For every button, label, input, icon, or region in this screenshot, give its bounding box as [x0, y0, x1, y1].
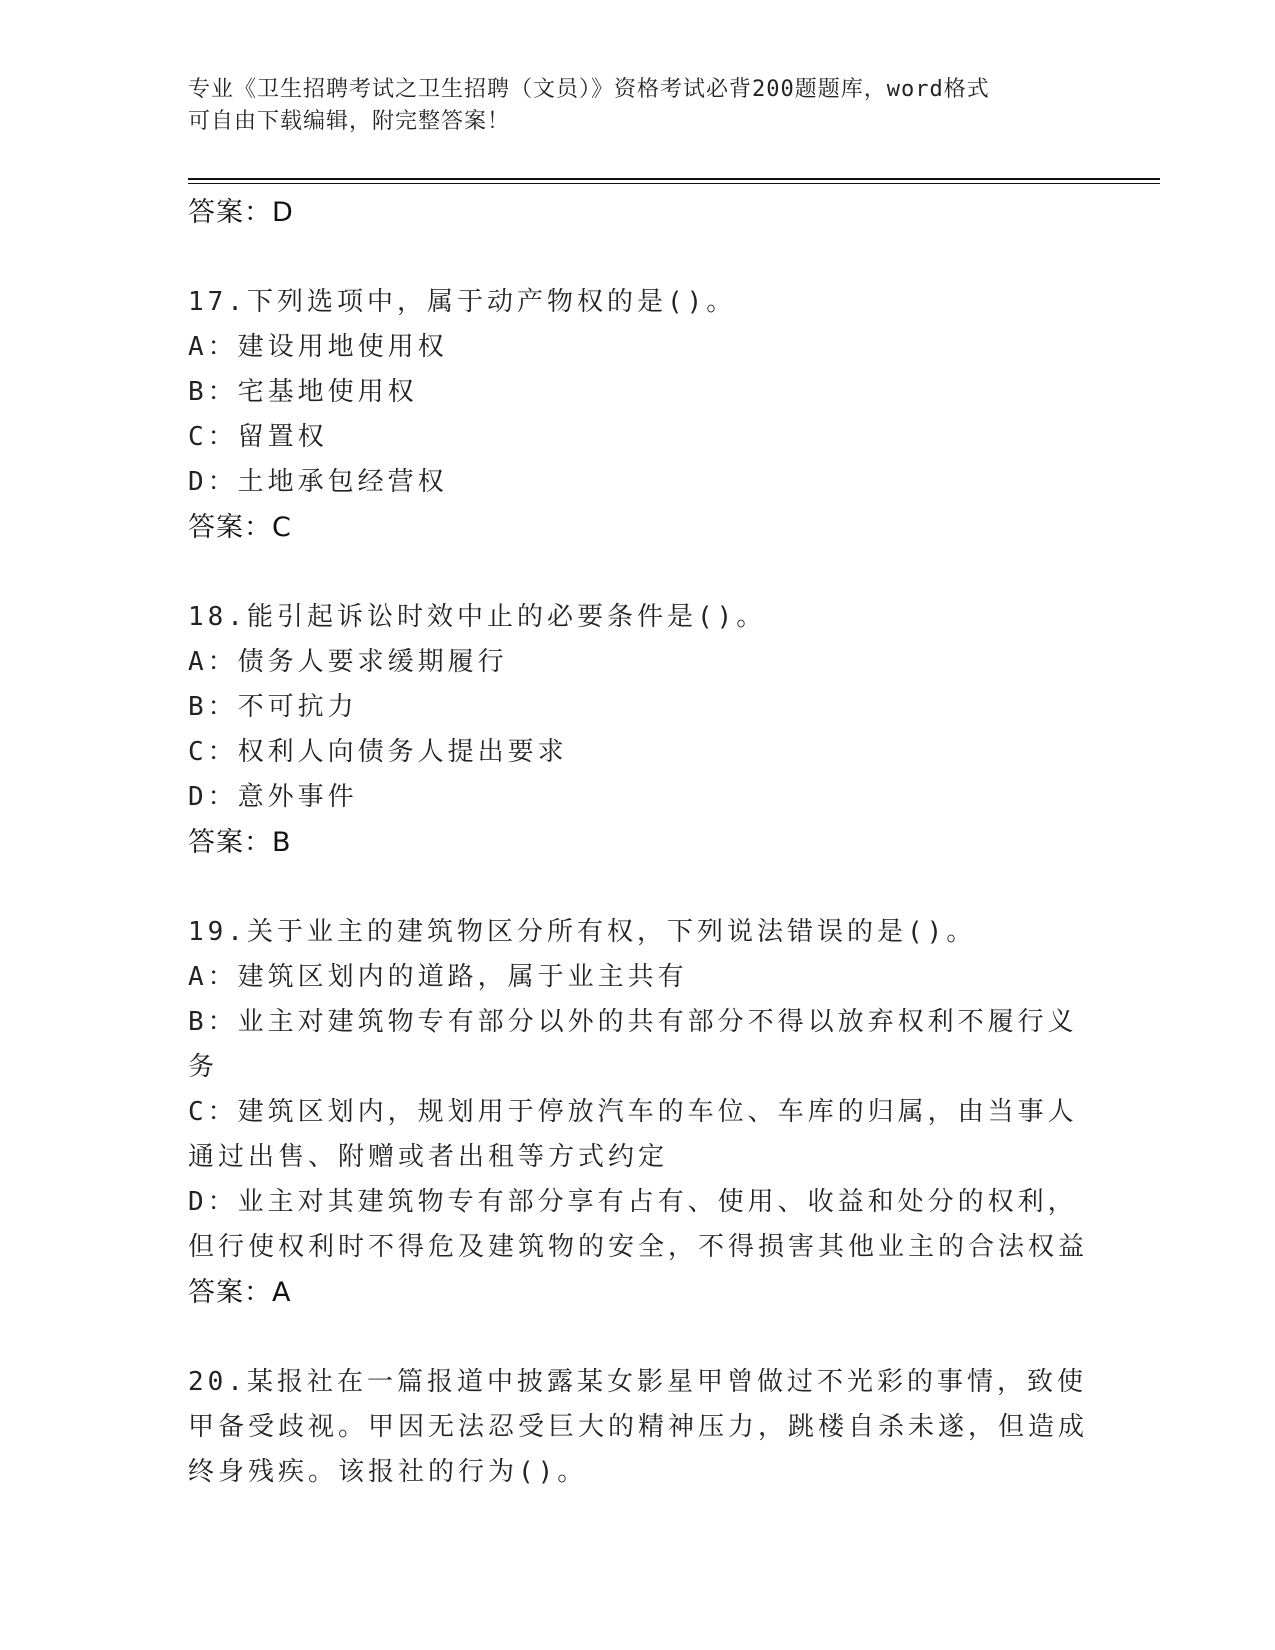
header-rule-thick [188, 178, 1160, 180]
question-stem: 20.某报社在一篇报道中披露某女影星甲曾做过不光彩的事情，致使甲备受歧视。甲因无法忍受巨大的精神压力，跳楼自杀未遂，但造成终身残疾。该报社的行为()。 [188, 1367, 1089, 1487]
question-block-20 [188, 1360, 1088, 1495]
answer-16: 答案：D [188, 197, 294, 228]
option-d: D：意外事件 [188, 782, 358, 812]
question-block-18 [188, 595, 1088, 866]
option-c: C：权利人向债务人提出要求 [188, 737, 568, 767]
option-a: A：建设用地使用权 [188, 332, 448, 362]
question-block-19 [188, 910, 1088, 1316]
document-body [188, 190, 1088, 1495]
option-b: B：不可抗力 [188, 692, 358, 722]
document-header [188, 74, 1068, 138]
header-rule-thin [188, 183, 1160, 184]
option-b: B：宅基地使用权 [188, 377, 418, 407]
question-block-17 [188, 280, 1088, 551]
option-c: C：建筑区划内，规划用于停放汽车的车位、车库的归属，由当事人通过出售、附赠或者出租等方式约定 [188, 1097, 1078, 1172]
option-a: A：建筑区划内的道路，属于业主共有 [188, 962, 688, 992]
option-a: A：债务人要求缓期履行 [188, 647, 508, 677]
question-stem: 18.能引起诉讼时效中止的必要条件是()。 [188, 602, 767, 632]
option-d: D：业主对其建筑物专有部分享有占有、使用、收益和处分的权利，但行使权利时不得危及建筑物的安全，不得损害其他业主的合法权益 [188, 1187, 1089, 1262]
header-line-2: 可自由下载编辑，附完整答案！ [188, 109, 511, 134]
answer: 答案：B [188, 827, 292, 858]
header-line-1: 专业《卫生招聘考试之卫生招聘（文员）》资格考试必背200题题库，word格式 [188, 77, 990, 102]
option-c: C：留置权 [188, 422, 328, 452]
option-d: D：土地承包经营权 [188, 467, 448, 497]
option-b: B：业主对建筑物专有部分以外的共有部分不得以放弃权利不履行义务 [188, 1007, 1078, 1082]
answer: 答案：A [188, 1277, 292, 1308]
question-stem: 19.关于业主的建筑物区分所有权，下列说法错误的是()。 [188, 917, 977, 947]
answer: 答案：C [188, 512, 292, 543]
question-stem: 17.下列选项中，属于动产物权的是()。 [188, 287, 737, 317]
